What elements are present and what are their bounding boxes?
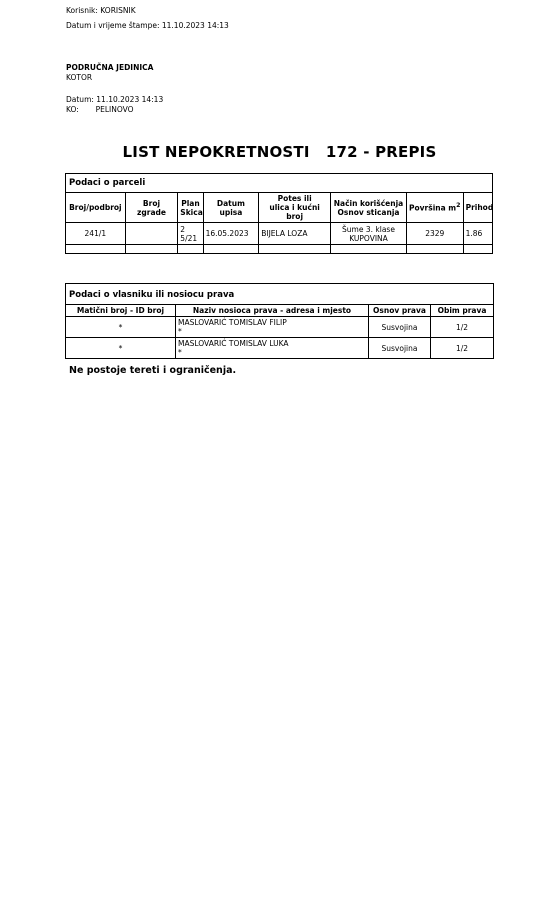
col-nacin-label: Način korišćenja [333, 198, 404, 208]
cell-obim: 1/2 [431, 338, 494, 359]
ko-line [66, 105, 134, 115]
cell-povrsina: 2329 [406, 223, 463, 245]
cell-zgrada [125, 223, 178, 245]
col-povrsina-unit-sup: 2 [456, 202, 461, 210]
col-povrsina-label: Površina m [409, 203, 457, 213]
owner-address: * [178, 327, 182, 336]
owners-table [65, 283, 494, 359]
col-potes [259, 193, 331, 223]
col-skica-label: Skica [180, 207, 203, 217]
col-datum-upisa: Datum upisa [203, 193, 259, 223]
owner-name: MASLOVARIĆ TOMISLAV LUKA [178, 339, 289, 348]
col-naziv-nosioca: Naziv nosioca prava - adresa i mjesto [176, 305, 369, 317]
col-osnov-sticanja-label: Osnov sticanja [337, 207, 400, 217]
col-osnov-prava: Osnov prava [369, 305, 431, 317]
col-plan-label: Plan [181, 198, 200, 208]
owner-address: * [178, 348, 182, 357]
user-line: Korisnik: KORISNIK [66, 6, 136, 15]
col-potes-label: Potes ili [277, 194, 312, 203]
cell-osnov-sticanja: KUPOVINA [349, 233, 388, 243]
date-line: Datum: 11.10.2023 14:13 [66, 95, 164, 104]
col-maticni-broj: Matični broj - ID broj [66, 305, 176, 317]
cell-prihod: 1.86 [463, 223, 492, 245]
ko-value: PELINOVO [95, 105, 134, 114]
cell-plan-skica [178, 223, 203, 245]
cell-nacin [331, 223, 407, 245]
owners-section-title: Podaci o vlasniku ili nosiocu prava [66, 284, 494, 305]
table-row-empty [66, 245, 493, 254]
col-obim-prava: Obim prava [431, 305, 494, 317]
cell-plan: 2 [180, 224, 186, 234]
no-burdens-note: Ne postoje tereti i ograničenja. [69, 365, 237, 376]
unit-label: PODRUČNA JEDINICA [66, 63, 154, 72]
table-row [66, 317, 494, 338]
cell-naziv [176, 338, 369, 359]
cell-datum: 16.05.2023 [203, 223, 259, 245]
col-plan-skica [178, 193, 203, 223]
cell-osnov: Susvojina [369, 317, 431, 338]
parcel-table [65, 173, 493, 254]
col-ulica-label: ulica i kućni broj [269, 203, 320, 221]
cell-maticni: * [66, 317, 176, 338]
col-broj-podbroj: Broj/podbroj [66, 193, 126, 223]
cell-maticni: * [66, 338, 176, 359]
cell-potes: BIJELA LOZA [259, 223, 331, 245]
cell-skica: 5/21 [180, 233, 198, 243]
col-povrsina [406, 193, 463, 223]
document-title: LIST NEPOKRETNOSTI 172 - PREPIS [122, 143, 437, 161]
table-row [66, 223, 493, 245]
col-broj-zgrade: Broj zgrade [125, 193, 178, 223]
cell-broj: 241/1 [66, 223, 126, 245]
cell-naziv [176, 317, 369, 338]
col-nacin-koriscenja [331, 193, 407, 223]
cell-obim: 1/2 [431, 317, 494, 338]
unit-name: KOTOR [66, 73, 93, 82]
parcel-section-title: Podaci o parceli [66, 174, 493, 193]
table-row [66, 338, 494, 359]
ko-label: KO: [66, 105, 79, 114]
cell-nacin-koriscenja: Šume 3. klase [342, 224, 395, 234]
print-datetime-line: Datum i vrijeme štampe: 11.10.2023 14:13 [66, 21, 229, 30]
col-prihod: Prihod [463, 193, 492, 223]
cell-osnov: Susvojina [369, 338, 431, 359]
owner-name: MASLOVARIĆ TOMISLAV FILIP [178, 318, 287, 327]
